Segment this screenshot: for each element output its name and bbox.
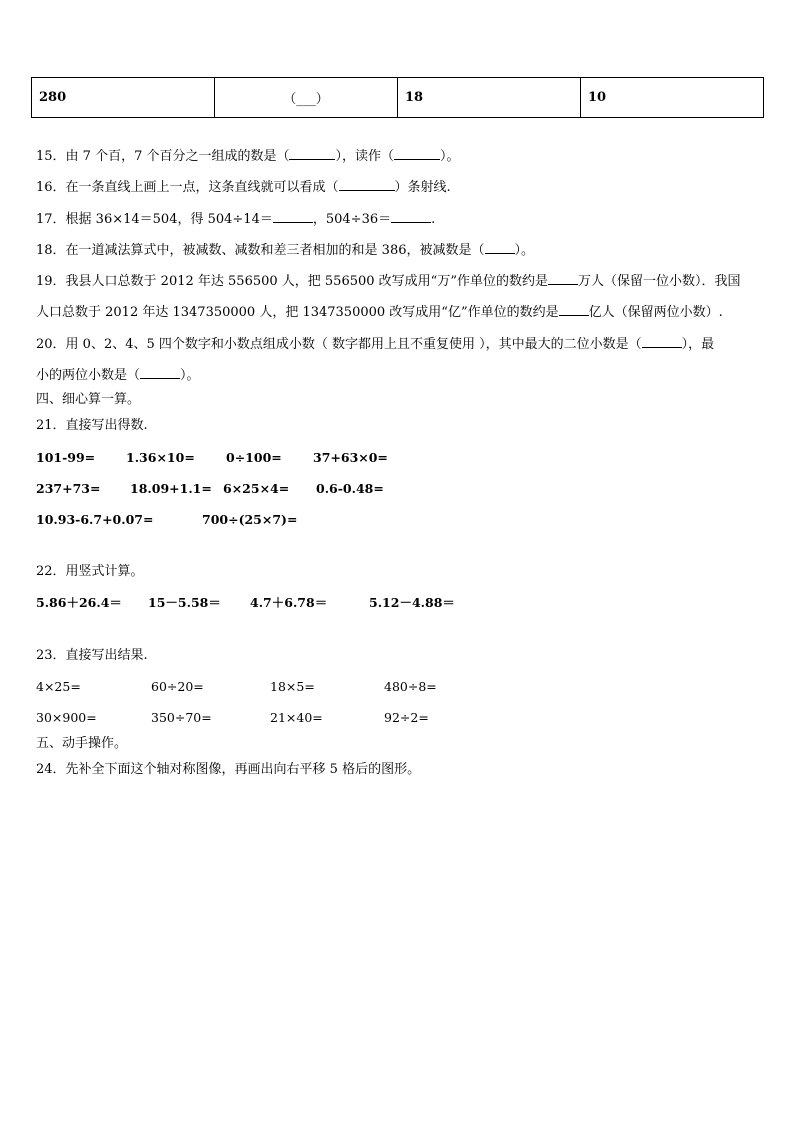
section-heading-4: 四、细心算一算。	[36, 392, 141, 407]
q19-line2-a: 人口总数于 2012 年达 1347350000 人，把 1347350000 改写成用“亿”作单位的数约是	[36, 305, 559, 320]
question-17	[36, 210, 435, 228]
calc-item: 4.7＋6.78＝	[250, 595, 328, 610]
q16-text-b: ）条射线.	[394, 180, 451, 195]
answer-blank	[642, 335, 682, 348]
question-20-line-2	[36, 366, 200, 384]
calc-item: 101-99=	[36, 450, 96, 465]
question-16	[36, 178, 451, 196]
q17-text-a: 17．根据 36×14＝504，得 504÷14＝	[36, 212, 273, 227]
answer-blank	[289, 147, 335, 160]
table-cell: 18	[398, 78, 581, 118]
q19-line2-b: 亿人（保留两位小数）.	[588, 305, 723, 320]
answer-blank	[485, 241, 515, 254]
calc-item: 350÷70=	[151, 710, 212, 725]
table-cell: 10	[581, 78, 764, 118]
calc-item: 30×900=	[36, 710, 97, 725]
answer-blank	[394, 147, 440, 160]
answer-blank	[391, 210, 431, 223]
q17-text-b: ，504÷36＝	[312, 212, 392, 227]
question-18	[36, 241, 534, 259]
q18-text-a: 18．在一道减法算式中，被减数、减数和差三者相加的和是 386，被减数是（	[36, 243, 485, 258]
answer-blank	[559, 303, 589, 316]
q15-text-a: 15．由 7 个百，7 个百分之一组成的数是（	[36, 149, 290, 164]
calc-item: 37+63×0=	[313, 450, 388, 465]
question-22-title: 22．用竖式计算。	[36, 564, 144, 579]
question-19-line-1	[36, 272, 740, 290]
calc-item: 6×25×4=	[223, 481, 290, 496]
q20-line2-b: ）。	[180, 368, 200, 383]
calc-item: 0.6-0.48=	[316, 481, 384, 496]
question-24-title: 24．先补全下面这个轴对称图像，再画出向右平移 5 格后的图形。	[36, 762, 421, 777]
calc-item: 92÷2=	[384, 710, 429, 725]
answer-blank	[140, 366, 180, 379]
calc-item: 0÷100=	[226, 450, 282, 465]
q17-text-c: .	[431, 212, 436, 227]
top-table	[31, 77, 764, 118]
calc-item: 700÷(25×7)=	[202, 512, 298, 527]
q20-line1-b: ），最	[681, 337, 715, 352]
q20-line1-a: 20．用 0、2、4、5 四个数字和小数点组成小数（ 数字都用上且不重复使用 ），其中最大的二位小数是（	[36, 337, 642, 352]
q19-line1-b: 万人（保留一位小数）．我国	[577, 274, 741, 289]
calc-item: 4×25=	[36, 679, 81, 694]
answer-blank	[548, 272, 578, 285]
calc-item: 21×40=	[270, 710, 323, 725]
question-21-title: 21．直接写出得数.	[36, 418, 148, 433]
question-15	[36, 147, 460, 165]
q18-text-b: ）。	[514, 243, 535, 258]
calc-item: 18.09+1.1=	[130, 481, 212, 496]
calc-item: 5.86＋26.4＝	[36, 595, 122, 610]
q20-line2-a: 小的两位小数是（	[36, 368, 141, 383]
table-cell-blank: （___）	[215, 78, 398, 118]
calc-item: 5.12－4.88＝	[369, 595, 455, 610]
calc-item: 15－5.58＝	[148, 595, 221, 610]
calc-item: 237+73=	[36, 481, 101, 496]
question-23-title: 23．直接写出结果.	[36, 648, 148, 663]
table-cell: 280	[32, 78, 215, 118]
table-row	[32, 78, 764, 118]
q15-text-b: ），读作（	[335, 149, 394, 164]
q15-text-c: ）。	[440, 149, 460, 164]
q19-line1-a: 19．我县人口总数于 2012 年达 556500 人，把 556500 改写成用“万”作单位的数约是	[36, 274, 548, 289]
calc-item: 60÷20=	[151, 679, 204, 694]
calc-item: 1.36×10=	[126, 450, 195, 465]
answer-blank	[339, 178, 395, 191]
calc-item: 480÷8=	[384, 679, 437, 694]
q16-text-a: 16．在一条直线上画上一点，这条直线就可以看成（	[36, 180, 339, 195]
answer-blank	[273, 210, 313, 223]
question-20-line-1	[36, 335, 714, 353]
calc-item: 18×5=	[270, 679, 315, 694]
calc-item: 10.93-6.7+0.07=	[36, 512, 154, 527]
section-heading-5: 五、动手操作。	[36, 736, 128, 751]
question-19-line-2	[36, 303, 723, 321]
